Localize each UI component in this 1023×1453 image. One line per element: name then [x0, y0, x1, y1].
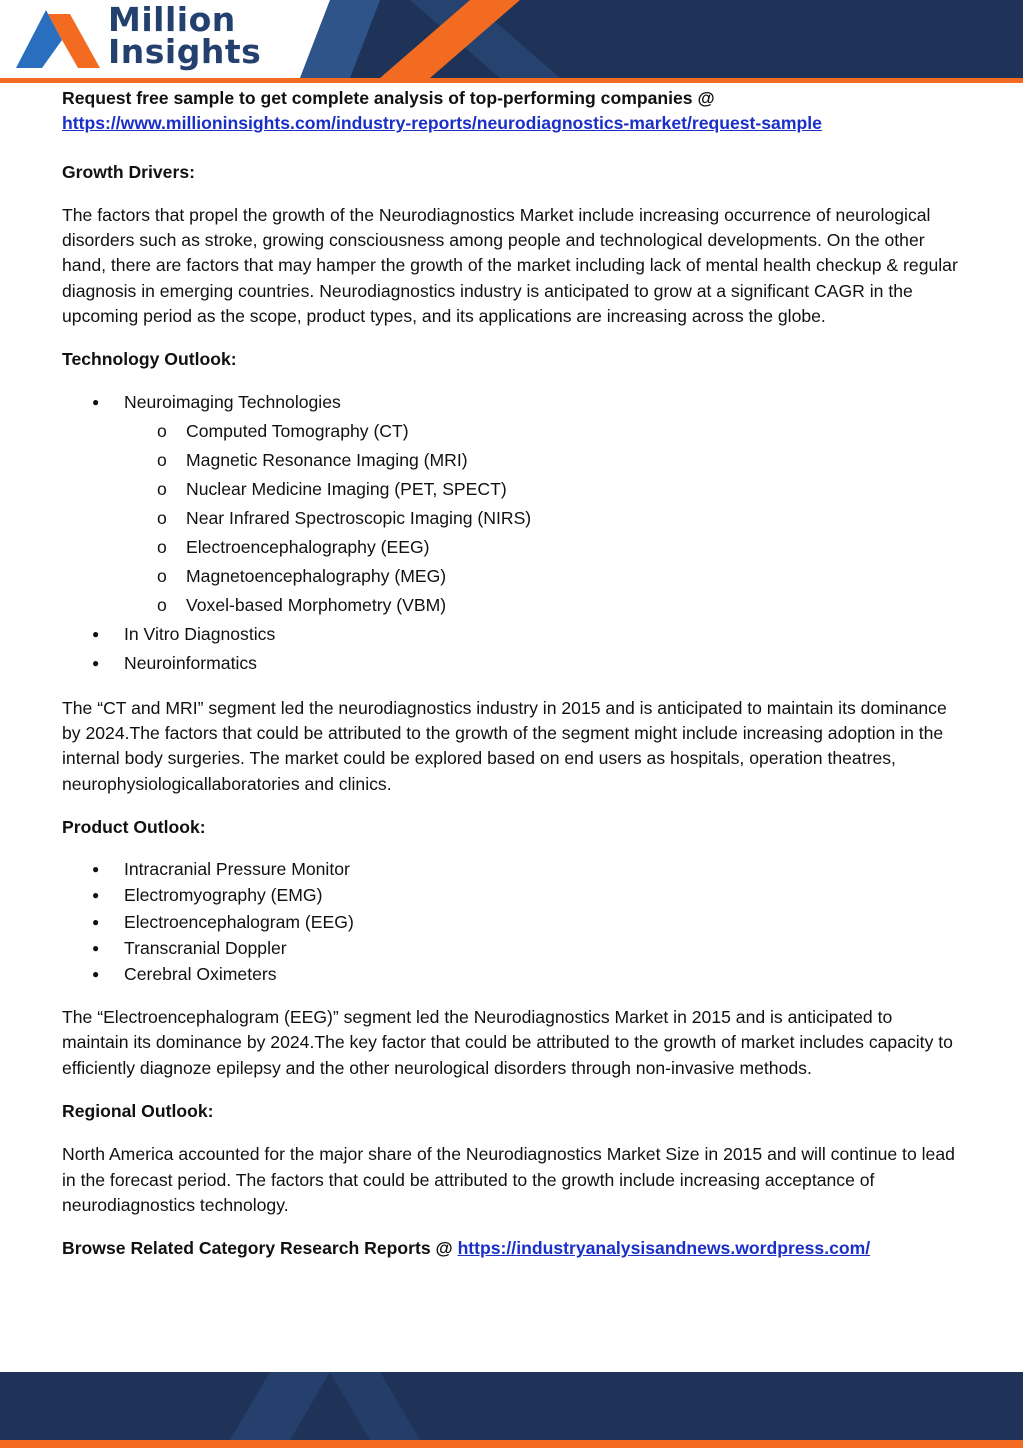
technology-list — [62, 388, 962, 417]
regional-heading: Regional Outlook: — [62, 1101, 214, 1122]
list-item: ● Transcranial Doppler — [62, 935, 962, 961]
logo-mark — [16, 10, 100, 68]
product-heading: Product Outlook: — [62, 816, 206, 837]
list-item: ● Intracranial Pressure Monitor — [62, 856, 962, 882]
logo-wordmark — [108, 0, 262, 71]
neuroimaging-sublist — [62, 417, 962, 620]
technology-paragraph: The “CT and MRI” segment led the neurodiagnostics industry in 2015 and is anticipated to maintain its dominance by 2024.The factors that could be attributed to the growth of the segment might include increasing adoption in the internal body surgeries. The market could be explored based on end users as hospitals, operation theatres, neurophysiologicallaboratories and clinics. — [62, 697, 947, 794]
footer-band — [0, 1372, 1023, 1448]
growth-paragraph: The factors that propel the growth of the Neurodiagnostics Market include increasing occurrence of neurological disorders such as stroke, growing consciousness among people and technological developments. On the other hand, there are factors that may hamper the growth of the market including lack of mental health checkup & regular diagnosis in emerging countries. Neurodiagnostics industry is anticipated to grow at a significant CAGR in the upcoming period as the scope, product types, and its applications are increasing across the globe. — [62, 204, 958, 327]
request-sample-link[interactable]: https://www.millioninsights.com/industry-reports/neurodiagnostics-market/request-sample — [62, 113, 822, 134]
product-paragraph: The “Electroencephalogram (EEG)” segment led the Neurodiagnostics Market in 2015 and is anticipated to maintain its dominance by 2024.The key factor that could be attributed to the growth of market includes capacity to efficiently diagnoze epilepsy and the other neurological disorders through non-invasive methods. — [62, 1007, 953, 1078]
document-body — [62, 86, 962, 1262]
logo-line-2: Insights — [108, 32, 262, 71]
technology-heading: Technology Outlook: — [62, 349, 237, 370]
list-item: o Computed Tomography (CT) — [62, 417, 962, 446]
regional-paragraph: North America accounted for the major share of the Neurodiagnostics Market Size in 2015 and will continue to lead in the forecast period. The factors that could be attributed to the growth include increasing acceptance of neurodiagnostics technology. — [62, 1144, 955, 1215]
list-item: o Magnetoencephalography (MEG) — [62, 562, 962, 591]
list-item — [62, 388, 962, 417]
footer-graphic — [0, 1372, 1023, 1448]
technology-list-more — [62, 620, 962, 678]
request-sample-text: Request free sample to get complete analysis of top-performing companies @ — [62, 88, 715, 108]
growth-heading: Growth Drivers: — [62, 161, 195, 182]
list-item: ● In Vitro Diagnostics — [62, 620, 962, 649]
list-item: ● Electroencephalogram (EEG) — [62, 909, 962, 935]
list-item: o Near Infrared Spectroscopic Imaging (NIRS) — [62, 504, 962, 533]
header-band — [0, 0, 1023, 84]
list-item: ● Electromyography (EMG) — [62, 882, 962, 908]
list-item: ● Cerebral Oximeters — [62, 961, 962, 987]
browse-line — [62, 1236, 962, 1261]
product-list — [62, 856, 962, 987]
browse-link[interactable]: https://industryanalysisandnews.wordpress.com/ — [457, 1238, 871, 1259]
list-item: o Nuclear Medicine Imaging (PET, SPECT) — [62, 475, 962, 504]
list-item: ● Neuroinformatics — [62, 649, 962, 678]
list-item-label: Neuroimaging Technologies — [124, 391, 341, 412]
logo-line-1: Million — [108, 0, 236, 39]
list-item: o Magnetic Resonance Imaging (MRI) — [62, 446, 962, 475]
list-item: o Voxel-based Morphometry (VBM) — [62, 591, 962, 620]
list-item: o Electroencephalography (EEG) — [62, 533, 962, 562]
browse-text: Browse Related Category Research Reports @ — [62, 1238, 453, 1259]
